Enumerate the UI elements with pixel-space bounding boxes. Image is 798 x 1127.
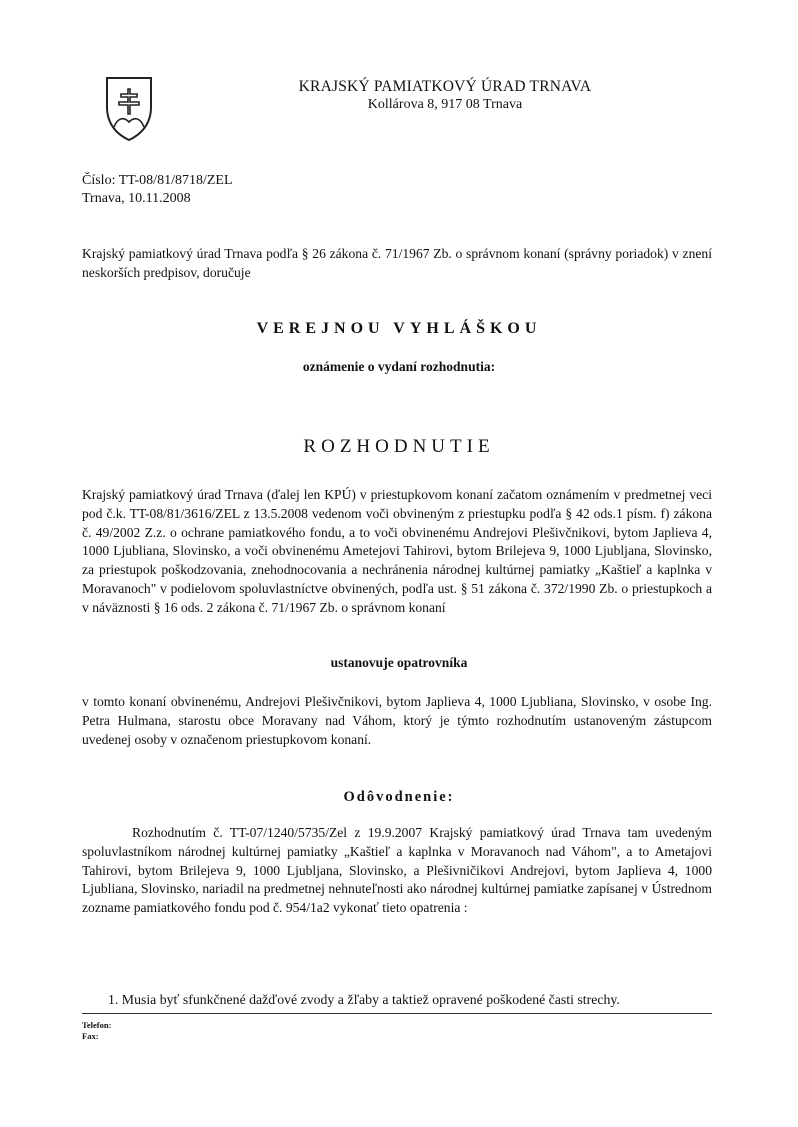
office-name: KRAJSKÝ PAMIATKOVÝ ÚRAD TRNAVA bbox=[298, 78, 592, 95]
reference-number: Číslo: TT-08/81/8718/ZEL bbox=[82, 173, 233, 188]
footer-telefon: Telefon: bbox=[82, 1020, 112, 1030]
intro-paragraph: Krajský pamiatkový úrad Trnava podľa § 26 zákona č. 71/1967 Zb. o správnom konaní (správny poriadok) v znení neskorších predpisov, doručuje bbox=[82, 246, 712, 280]
place-date: Trnava, 10.11.2008 bbox=[82, 191, 191, 206]
guardian-paragraph: v tomto konaní obvinenému, Andrejovi Plešivčnikovi, bytom Japlieva 4, 1000 Ljubliana, Slovinsko, v osobe Ing. Petra Hulmana, starostu obce Moravany nad Váhom, ktorý je týmto rozhodnutím ustanoveným zástupcom uvedenej osoby v označenom priestupkovom konaní. bbox=[82, 694, 712, 747]
subheading-oznamenie: oznámenie o vydaní rozhodnutia: bbox=[302, 359, 496, 374]
heading-ustanovuje: ustanovuje opatrovníka bbox=[330, 655, 468, 670]
heading-verejnou-vyhlaskou: VEREJNOU VYHLÁŠKOU bbox=[256, 320, 542, 337]
measure-item-1: 1. Musia byť sfunkčnené dažďové zvody a žľaby a taktiež opravené poškodené časti strechy. bbox=[108, 992, 620, 1007]
footer-divider bbox=[82, 1013, 712, 1014]
footer-fax: Fax: bbox=[82, 1031, 99, 1041]
coat-of-arms-icon bbox=[104, 75, 154, 143]
decision-paragraph: Krajský pamiatkový úrad Trnava (ďalej len KPÚ) v priestupkovom konaní začatom oznámením v predmetnej veci pod č.k. TT-08/81/3616/ZEL z 13.5.2008 vedenom voči obvineným z priestupku podľa § 42 ods.1 písm. f) zákona č. 49/2002 Z.z. o ochrane pamiatkového fondu, a to voči obvinenému Andrejovi Plešivčnikovi, bytom Japlieva 4, 1000 Ljubliana, Slovinsko, a voči obvinenému Ametejovi Tahirovi, bytom Brilejeva 9, 1000 Ljubljana, Slovinsko, za priestupok poškodzovania, znehodnocovania a nechránenia národnej kultúrnej pamiatky „Kaštieľ a kaplnka v Moravanoch" v podielovom spoluvlastníctve obvinených, podľa ust. § 51 zákona č. 372/1990 Zb. o priestupkoch a v náväznosti § 16 ods. 2 zákona č. 71/1967 Zb. o správnom konaní bbox=[82, 487, 712, 615]
office-address: Kollárova 8, 917 08 Trnava bbox=[367, 97, 523, 112]
justification-paragraph: Rozhodnutím č. TT-07/1240/5735/Zel z 19.9.2007 Krajský pamiatkový úrad Trnava tam uvedeným spoluvlastníkom národnej kultúrnej pamiatky „Kaštieľ a kaplnka v Moravanoch nad Váhom", a to Ametajovi Tahirovi, bytom Brilejeva 9, 1000 Ljubljana, Slovinsko, a Plešivničikovi Andrejovi, bytom Japlieva 4, 1000 Ljubliana, Slovinsko, nariadil na predmetnej nehnuteľnosti ako národnej kultúrnej pamiatke zapísanej v Ústrednom zozname pamiatkového fondu pod č. 954/1a2 vykonať tieto opatrenia : bbox=[82, 825, 712, 916]
heading-odovodnenie: Odôvodnenie: bbox=[343, 789, 455, 805]
heading-rozhodnutie: ROZHODNUTIE bbox=[303, 436, 495, 457]
